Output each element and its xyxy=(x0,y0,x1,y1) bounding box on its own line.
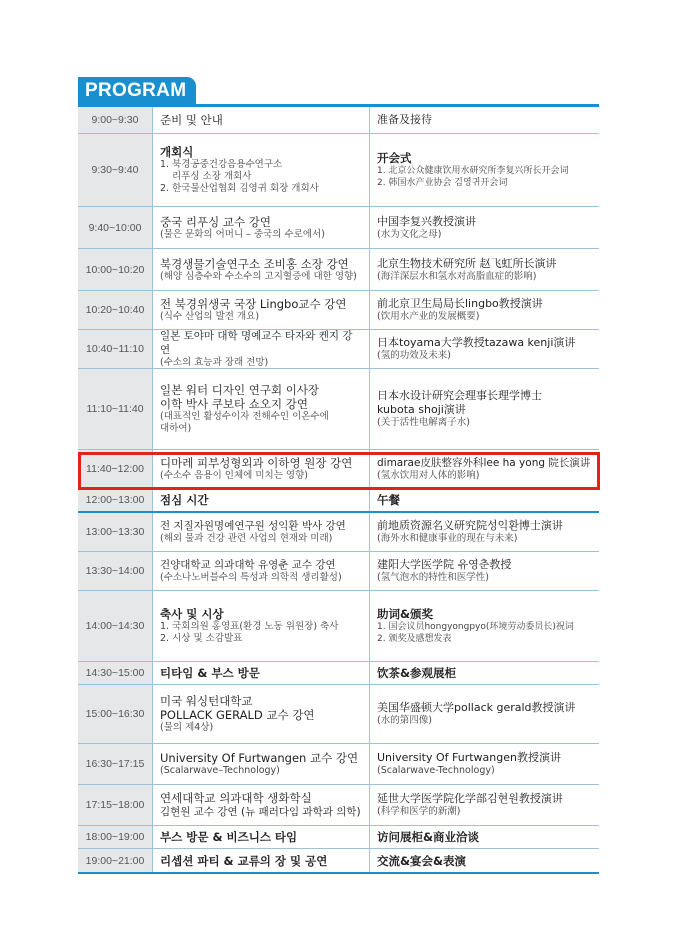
table-row xyxy=(78,785,599,826)
chinese-cell: 饮茶&参观展柜 xyxy=(369,662,599,684)
chinese-cell: 日本toyama大学教授tazawa kenji演讲 (氢的功效及未来) xyxy=(369,330,599,368)
time-cell: 10:40~11:10 xyxy=(78,330,152,368)
table-row xyxy=(78,744,599,785)
table-row xyxy=(78,107,599,134)
table-row xyxy=(78,826,599,849)
time-cell: 12:00~13:00 xyxy=(78,489,152,511)
korean-cell: 일본 워터 디자인 연구회 이사장 이학 박사 쿠보타 쇼오지 강연 (대표적인 활성수이자 전해수인 이온수에 대하여) xyxy=(152,369,369,449)
time-cell: 17:15~18:00 xyxy=(78,785,152,825)
time-cell: 13:30~14:00 xyxy=(78,552,152,590)
korean-cell: 리셉션 파티 & 교류의 장 및 공연 xyxy=(152,849,369,872)
time-cell: 11:10~11:40 xyxy=(78,369,152,449)
chinese-cell: 助词&颁奖 1. 国会议员hongyongpyo(环境劳动委员长)祝词 2. 颁奖及感想发表 xyxy=(369,591,599,661)
program-table xyxy=(78,107,599,874)
table-row xyxy=(78,552,599,591)
korean-cell: 연세대학교 의과대학 생화학실 김현원 교수 강연 (뉴 패러다임 과학과 의학) xyxy=(152,785,369,825)
table-row xyxy=(78,249,599,291)
korean-cell: 축사 및 시상 1. 국회의원 홍영표(환경 노동 위원장) 축사 2. 시상 및 소감발표 xyxy=(152,591,369,661)
korean-cell: 북경생물기술연구소 조비홍 소장 강연 (해양 심층수와 수소수의 고지혈증에 대한 영향) xyxy=(152,249,369,290)
chinese-cell: 前北京卫生局局长lingbo教授演讲 (饮用水产业的发展概要) xyxy=(369,291,599,329)
table-row xyxy=(78,591,599,662)
table-row xyxy=(78,489,599,513)
chinese-cell: 北京生物技术研究所 赵飞虹所长演讲 (海洋深层水和氢水对高脂血症的影响) xyxy=(369,249,599,290)
korean-cell: 미국 워싱턴대학교 POLLACK GERALD 교수 강연 (물의 제4상) xyxy=(152,685,369,743)
time-cell: 14:30~15:00 xyxy=(78,662,152,684)
chinese-cell: 中国李复兴教授演讲 (水为文化之母) xyxy=(369,207,599,248)
korean-cell: 건양대학교 의과대학 유영춘 교수 강연 (수소나노버블수의 특성과 의학적 생리활성) xyxy=(152,552,369,590)
korean-cell: 전 북경위생국 국장 Lingbo교수 강연 (식수 산업의 발전 개요) xyxy=(152,291,369,329)
chinese-cell: 午餐 xyxy=(369,489,599,511)
korean-cell: 개회식 1. 북경공중건강음용수연구소 리푸싱 소장 개회사 2. 한국물산업협회 김영귀 회장 개회사 xyxy=(152,134,369,206)
chinese-cell: 准备及接待 xyxy=(369,107,599,133)
table-row xyxy=(78,662,599,685)
table-row xyxy=(78,849,599,874)
time-cell: 9:00~9:30 xyxy=(78,107,152,133)
time-cell: 18:00~19:00 xyxy=(78,826,152,848)
table-row xyxy=(78,513,599,552)
time-cell: 9:40~10:00 xyxy=(78,207,152,248)
chinese-cell: 访问展柜&商业洽谈 xyxy=(369,826,599,848)
korean-cell: 중국 리푸싱 교수 강연 (물은 문화의 어머니 – 중국의 수로에서) xyxy=(152,207,369,248)
chinese-cell: 交流&宴会&表演 xyxy=(369,849,599,872)
table-row xyxy=(78,207,599,249)
time-cell: 15:00~16:30 xyxy=(78,685,152,743)
time-cell: 19:00~21:00 xyxy=(78,849,152,872)
korean-cell: University Of Furtwangen 교수 강연 (Scalarwave–Technology) xyxy=(152,744,369,784)
table-row xyxy=(78,291,599,330)
korean-cell: 디마레 피부성형외과 이하영 원장 강연 (수소수 음용이 인체에 미치는 영향) xyxy=(152,450,369,488)
chinese-cell: University Of Furtwangen教授演讲 (Scalarwave-Technology) xyxy=(369,744,599,784)
program-title: PROGRAM xyxy=(78,77,196,105)
korean-cell: 점심 시간 xyxy=(152,489,369,511)
chinese-cell: 延世大学医学院化学部김현원教授演讲 (科学和医学的新潮) xyxy=(369,785,599,825)
korean-cell: 일본 토야마 대학 명예교수 타자와 켄지 강연 (수소의 효능과 장래 전망) xyxy=(152,330,369,368)
korean-cell: 티타임 & 부스 방문 xyxy=(152,662,369,684)
table-row xyxy=(78,685,599,744)
korean-cell: 전 지질자원명예연구원 성익환 박사 강연 (해외 물과 건강 관련 사업의 현재와 미래) xyxy=(152,513,369,551)
time-cell: 14:00~14:30 xyxy=(78,591,152,661)
table-row xyxy=(78,330,599,369)
time-cell: 11:40~12:00 xyxy=(78,450,152,488)
table-row xyxy=(78,369,599,450)
highlight-box xyxy=(78,452,600,490)
korean-cell: 준비 및 안내 xyxy=(152,107,369,133)
time-cell: 10:00~10:20 xyxy=(78,249,152,290)
time-cell: 13:00~13:30 xyxy=(78,513,152,551)
chinese-cell: 日本水设计研究会理事长理学博士 kubota shoji演讲 (关于活性电解离子水) xyxy=(369,369,599,449)
chinese-cell: 建阳大学医学院 유영춘教授 (氢气泡水的特性和医学性) xyxy=(369,552,599,590)
chinese-cell: 前地质资源名义研究院성익환博士演讲 (海外水和健康事业的现在与未来) xyxy=(369,513,599,551)
time-cell: 9:30~9:40 xyxy=(78,134,152,206)
chinese-cell: 开会式 1. 北京公众健康饮用水研究所李复兴所长开会词 2. 韩国水产业协会 김영귀开会词 xyxy=(369,134,599,206)
korean-cell: 부스 방문 & 비즈니스 타임 xyxy=(152,826,369,848)
time-cell: 16:30~17:15 xyxy=(78,744,152,784)
chinese-cell: 美国华盛顿大学pollack gerald教授演讲 (水的第四像) xyxy=(369,685,599,743)
time-cell: 10:20~10:40 xyxy=(78,291,152,329)
chinese-cell: dimarae皮肤整容外科lee ha yong 院长演讲 (氢水饮用对人体的影响) xyxy=(369,450,599,488)
table-row xyxy=(78,134,599,207)
